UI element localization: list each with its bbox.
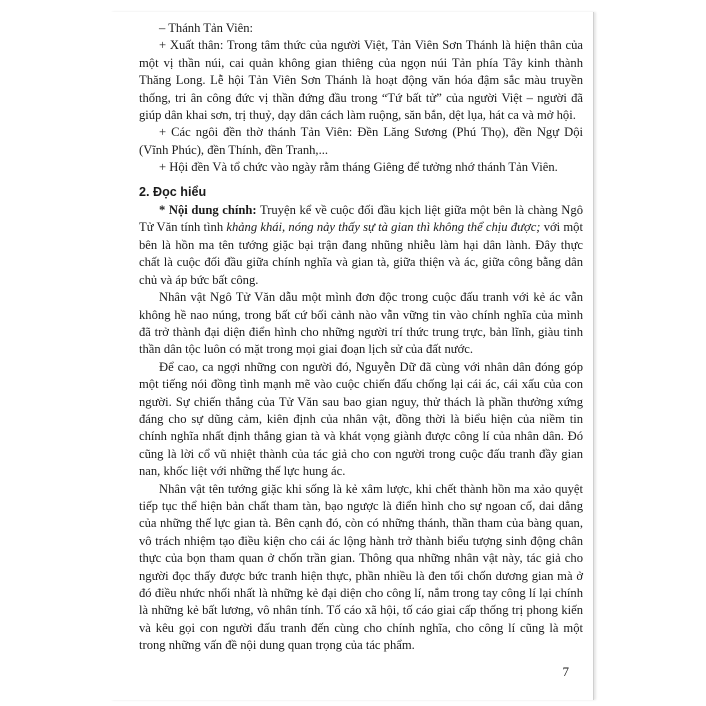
main-content-italic: khảng khái, nóng nảy thấy sự tà gian thì không thể chịu được;: [226, 220, 541, 235]
main-content-text-a: Truyện kể về cuộc đối đầu kịch liệt giữa một bên là chàng Ngô Tử Văn tính tình: [139, 203, 583, 235]
festival-paragraph: + Hội đền Và tổ chức vào ngày rằm tháng Giêng để tưởng nhớ thánh Tản Viên.: [159, 160, 558, 175]
page-content: [139, 20, 583, 655]
origin-paragraph: [139, 37, 583, 124]
paragraph-nguyen-du: Để cao, ca ngợi những con người đó, Nguyễn Dữ đã cùng với nhân dân đóng góp một tiếng nói đồng tình mạnh mẽ vào cuộc chiến đấu chống lại cái ác, cái xấu của con người. Sự chiến thắng của Tử Văn sau bao gian nguy, thử thách là phần thưởng xứng đáng cho sự dũng cảm, kiên định của nhân vật, đồng thời là biểu hiện của niềm tin chính nghĩa nhất định thắng gian tà và khát vọng giành được công lí của nhân dân. Đó cũng là lời cổ vũ nhiệt thành của tác giả cho con người trong cuộc đấu tranh đầy gian nan, khốc liệt với những thế lực hung ác.: [139, 359, 583, 479]
main-content-paragraph: [139, 202, 583, 289]
paragraph-ngo-tu-van: Nhân vật Ngô Tử Văn dẫu một mình đơn độc trong cuộc đấu tranh với kẻ ác vẫn không hề nao núng, trong bất cứ bối cảnh nào vẫn vững tin vào chính nghĩa của mình đã trở thành đại diện điển hình cho những người trí thức trung trực, bản lĩnh, giàu tinh thần dân tộc luôn có mặt trong mọi giai đoạn lịch sử của đất nước.: [139, 290, 583, 357]
section-heading: 2. Đọc hiểu: [139, 184, 207, 199]
main-content-text-b: với một bên là hồn ma tên tướng giặc bại trận đang nhũng nhiễu làm hại dân lành. Đây thực chất là cuộc đối đầu giữa chính nghĩa và gian tà, giữa thiện và ác, giữa công bằng dân chủ và áp bức bất công.: [139, 220, 583, 287]
temples-paragraph: + Các ngôi đền thờ thánh Tản Viên: Đền Lăng Sương (Phú Thọ), đền Ngự Dội (Vĩnh Phúc), đền Thính, đền Tranh,...: [139, 125, 583, 157]
book-page: [110, 12, 594, 700]
paragraph-tuong-giac: Nhân vật tên tướng giặc khi sống là kẻ xâm lược, khi chết thành hồn ma xảo quyệt tiếp tục thể hiện bản chất tham tàn, bạo ngược là điển hình cho sự ngoan cố, dai dẳng của những thế lực gian tà. Bên cạnh đó, còn có những thánh, thần tham của bàng quan, vô trách nhiệm tạo điều kiện cho cái ác lộng hành trở thành biểu tượng sinh động chân thực của bọn tham quan ở chốn trần gian. Thông qua những nhân vật này, tác giả cho người đọc thấy được bức tranh hiện thực, phần nhiều là đen tối chốn dương gian mà ở đó điều nhức nhối nhất là những kẻ đại diện cho công lí, nắm trong tay công lí lại chính là những kẻ bất lương, vô nhân tính. Tố cáo xã hội, tố cáo giai cấp thống trị phong kiến và kêu gọi con người đấu tranh đến cùng cho chính nghĩa, cho công lí cũng là một trong những vấn đề nội dung quan trọng của tác phẩm.: [139, 481, 583, 653]
origin-label: + Xuất thân:: [159, 38, 224, 53]
origin-text: Trong tâm thức của người Việt, Tản Viên Sơn Thánh là hiện thân của một vị thần núi, cai quản không gian thiêng của ngọn núi Tản phía Tây kinh thành Thăng Long. Lễ hội Tản Viên Sơn Thánh là hoạt động văn hóa đậm sắc màu truyền thống, tri ân công đức vị thần đứng đầu trong “Tứ bất tử” của người Việt – người đã giúp dân khai sơn, trị thuỷ, dạy dân cách làm ruộng, săn bắn, dệt lụa, hát ca và mở hội.: [139, 38, 583, 123]
main-content-label: * Nội dung chính:: [159, 203, 257, 218]
tan-vien-title: – Thánh Tản Viên:: [159, 21, 254, 35]
page-number: 7: [562, 664, 569, 679]
